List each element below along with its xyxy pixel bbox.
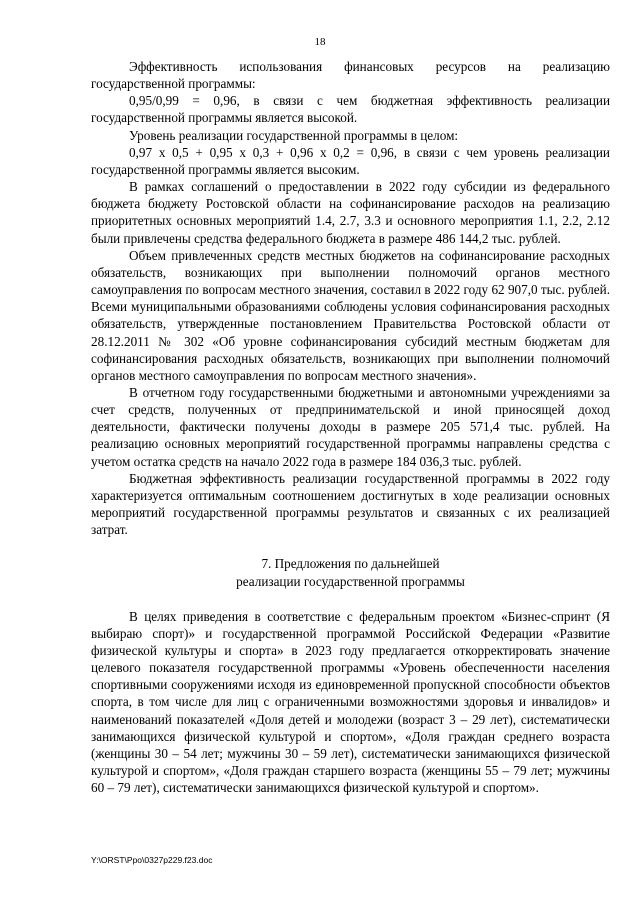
paragraph-efficiency-intro: Эффективность использования финансовых ресурсов на реализацию государственной программы: <box>91 59 610 92</box>
file-path-footer: Y:\ORST\Ppo\0327p229.f23.doc <box>91 855 213 865</box>
document-body <box>91 58 610 796</box>
section-heading-line-1: 7. Предложения по дальнейшей <box>261 556 440 572</box>
paragraph-implementation-level-formula: 0,97 x 0,5 + 0,95 x 0,3 + 0,96 x 0,2 = 0,96, в связи с чем уровень реализации государственной программы является высоким. <box>91 144 610 177</box>
paragraph-institution-income: В отчетном году государственными бюджетными и автономными учреждениями за счет средств, полученных от предпринимательской и иной приносящей доход деятельности, фактически получены доходы в размере 205 571,4 тыс. рублей. На реализацию основных мероприятий государственной программы направлены средства с учетом остатка средств на начало 2022 года в размере 184 036,3 тыс. рублей. <box>91 384 610 469</box>
section-heading-line-2: реализации государственной программы <box>236 573 465 589</box>
paragraph-proposals: В целях приведения в соответствие с федеральным проектом «Бизнес-спринт (Я выбираю спорт)» и государственной программой Российской Федерации «Развитие физической культуры и спорта» в 2023 году предлагается откорректировать значение целевого показателя государственной программы «Уровень обеспеченности населения спортивными сооружениями исходя из единовременной пропускной способности объектов спорта, в том числе для лиц с ограниченными возможностями здоровья и инвалидов» и наименований показателей «Доля детей и молодежи (возраст 3 – 29 лет), систематически занимающихся физической культурой и спортом», «Доля граждан среднего возраста (женщины 30 – 54 лет; мужчины 30 – 59 лет), систематически занимающихся физической культурой и спортом», «Доля граждан старшего возраста (женщины 55 – 79 лет; мужчины 60 – 79 лет), систематически занимающихся физической культурой и спортом». <box>91 608 610 796</box>
paragraph-federal-subsidy: В рамках соглашений о предоставлении в 2022 году субсидии из федерального бюджета бюджету Ростовской области на софинансирование расходов на реализацию приоритетных основных мероприятий 1.4, 2.7, 3.3 и основного мероприятия 1.1, 2.2, 2.12 были привлечены средства федерального бюджета в размере 486 144,2 тыс. рублей. <box>91 179 610 246</box>
paragraph-local-budgets: Объем привлеченных средств местных бюджетов на софинансирование расходных обязательств, возникающих при выполнении полномочий органов местного самоуправления по вопросам местного значения, составил в 2022 году 62 907,0 тыс. рублей. Всеми муниципальными образованиями соблюдены условия софинансирования расходных обязательств, утвержденные постановлением Правительства Ростовской области от 28.12.2011 № 302 «Об уровне софинансирования субсидий местным бюджетам для софинансирования расходных обязательств, возникающих при выполнении полномочий органов местного самоуправления по вопросам местного значения». <box>91 247 610 383</box>
paragraph-budget-efficiency: 0,95/0,99 = 0,96, в связи с чем бюджетная эффективность реализации государственной программы является высокой. <box>91 93 610 126</box>
paragraph-implementation-level-intro: Уровень реализации государственной программы в целом: <box>129 127 459 143</box>
page-number: 18 <box>314 36 326 48</box>
section-heading <box>91 555 610 589</box>
paragraph-budget-efficiency-summary: Бюджетная эффективность реализации государственной программы в 2022 году характеризуется оптимальным соотношением достигнутых в ходе реализации основных мероприятий государственной программы результатов и связанных с их реализацией затрат. <box>91 470 610 538</box>
